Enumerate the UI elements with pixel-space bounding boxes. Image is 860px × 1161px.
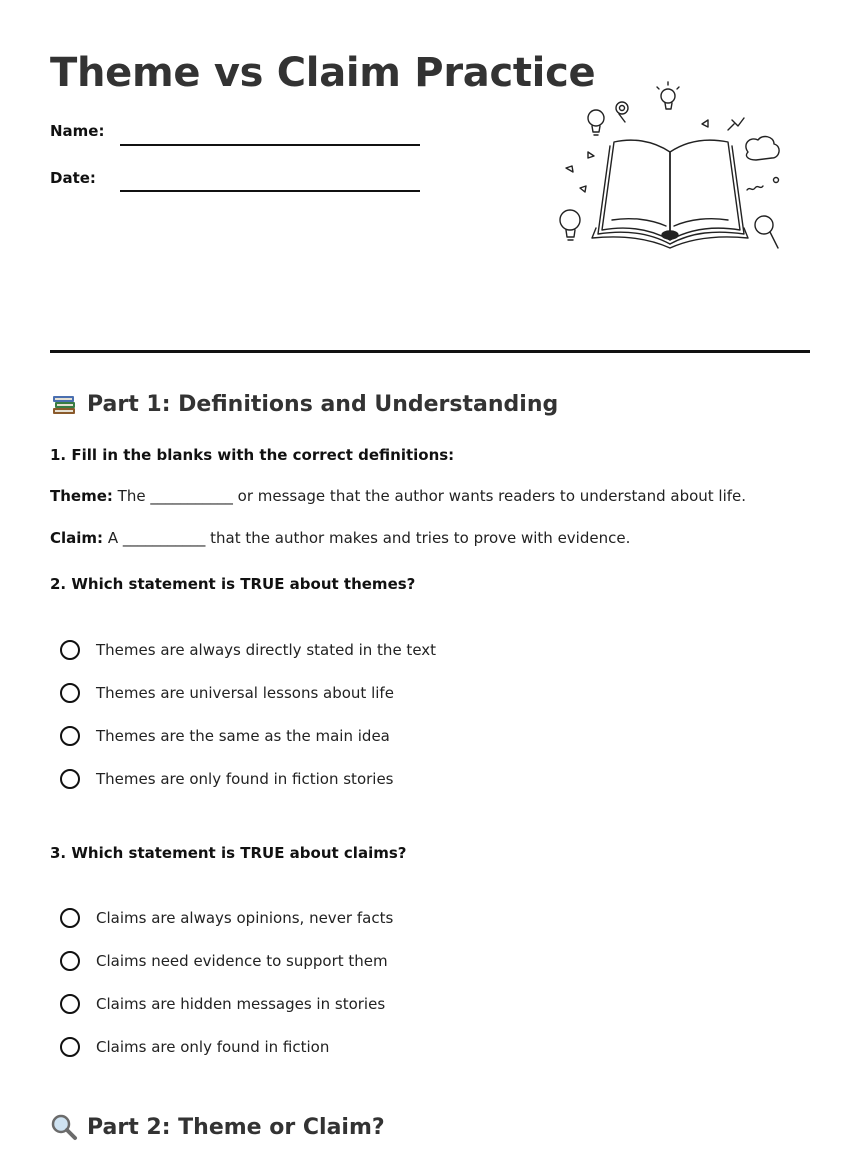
option-label: Themes are only found in fiction stories: [96, 770, 394, 788]
theme-blank[interactable]: ___________: [150, 487, 233, 505]
theme-after: or message that the author wants readers to understand about life.: [237, 487, 747, 505]
q3-option[interactable]: [60, 994, 385, 1014]
option-label: Claims are hidden messages in stories: [96, 995, 386, 1013]
theme-definition: [50, 487, 746, 505]
part1-title: Part 1: Definitions and Understanding: [87, 391, 559, 417]
radio-button[interactable]: [60, 769, 80, 789]
radio-button[interactable]: [60, 1037, 80, 1057]
radio-button[interactable]: [60, 726, 80, 746]
q2-option[interactable]: [60, 769, 394, 789]
radio-button[interactable]: [60, 908, 80, 928]
q3-option[interactable]: [60, 951, 388, 971]
claim-term: Claim:: [50, 529, 104, 547]
name-label: Name:: [50, 122, 105, 140]
section-divider: [50, 350, 810, 353]
date-label: Date:: [50, 169, 96, 187]
q1-prompt: 1. Fill in the blanks with the correct definitions:: [50, 446, 455, 464]
name-field-line[interactable]: [120, 144, 420, 146]
claim-before: A: [107, 529, 119, 547]
radio-button[interactable]: [60, 683, 80, 703]
magnifying-glass-icon: [50, 1113, 78, 1141]
option-label: Claims need evidence to support them: [96, 952, 388, 970]
page-title: Theme vs Claim Practice: [50, 50, 596, 96]
radio-button[interactable]: [60, 994, 80, 1014]
option-label: Claims are only found in fiction: [96, 1038, 330, 1056]
books-icon: [50, 390, 78, 418]
q3-option[interactable]: [60, 908, 393, 928]
option-label: Claims are always opinions, never facts: [96, 909, 394, 927]
q2-option[interactable]: [60, 640, 436, 660]
option-label: Themes are always directly stated in the text: [96, 641, 437, 659]
open-book-icon: [552, 80, 788, 260]
claim-after: that the author makes and tries to prove with evidence.: [210, 529, 631, 547]
part2-title: Part 2: Theme or Claim?: [87, 1114, 385, 1140]
theme-term: Theme:: [50, 487, 113, 505]
option-label: Themes are universal lessons about life: [96, 684, 394, 702]
q2-option[interactable]: [60, 726, 390, 746]
q3-option[interactable]: [60, 1037, 329, 1057]
date-field-line[interactable]: [120, 190, 420, 192]
radio-button[interactable]: [60, 951, 80, 971]
part2-heading: [50, 1113, 385, 1141]
claim-definition: [50, 529, 630, 547]
claim-blank[interactable]: ___________: [122, 529, 206, 547]
q2-option[interactable]: [60, 683, 394, 703]
option-label: Themes are the same as the main idea: [96, 727, 390, 745]
theme-before: The: [117, 487, 146, 505]
q2-prompt: 2. Which statement is TRUE about themes?: [50, 575, 416, 593]
radio-button[interactable]: [60, 640, 80, 660]
q3-prompt: 3. Which statement is TRUE about claims?: [50, 844, 407, 862]
part1-heading: [50, 390, 558, 418]
